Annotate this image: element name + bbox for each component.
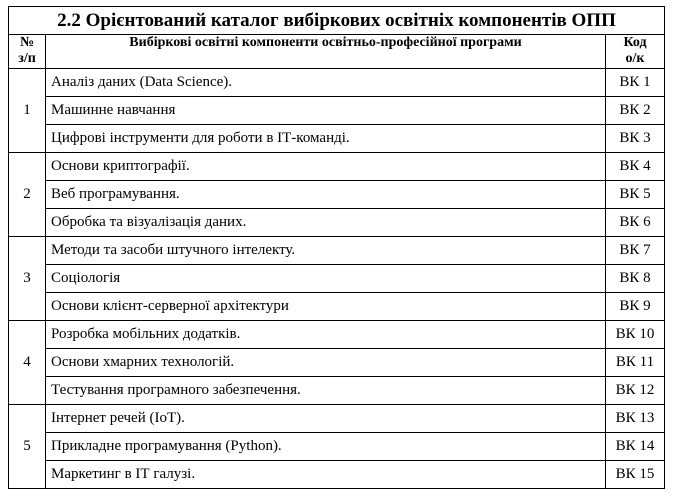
component-code: ВК 13 — [606, 405, 665, 433]
table-row — [9, 321, 665, 349]
component-name: Інтернет речей (IoT). — [46, 405, 606, 433]
table-row — [9, 461, 665, 489]
component-name: Розробка мобільних додатків. — [46, 321, 606, 349]
header-row — [9, 35, 665, 69]
header-number — [9, 35, 46, 69]
catalog-table — [8, 6, 665, 489]
component-name: Прикладне програмування (Python). — [46, 433, 606, 461]
component-code: ВК 1 — [606, 69, 665, 97]
component-code: ВК 7 — [606, 237, 665, 265]
component-code: ВК 14 — [606, 433, 665, 461]
component-code: ВК 11 — [606, 349, 665, 377]
component-code: ВК 12 — [606, 377, 665, 405]
table-row — [9, 97, 665, 125]
row-number: 3 — [9, 237, 46, 321]
component-code: ВК 2 — [606, 97, 665, 125]
component-name: Машинне навчання — [46, 97, 606, 125]
component-code: ВК 9 — [606, 293, 665, 321]
row-number: 2 — [9, 153, 46, 237]
component-code: ВК 15 — [606, 461, 665, 489]
table-row — [9, 405, 665, 433]
table-row — [9, 209, 665, 237]
row-number: 1 — [9, 69, 46, 153]
header-number-line1: № — [19, 35, 35, 50]
component-code: ВК 6 — [606, 209, 665, 237]
table-row — [9, 237, 665, 265]
table-row — [9, 377, 665, 405]
table-body — [9, 69, 665, 489]
component-name: Соціологія — [46, 265, 606, 293]
table-row — [9, 265, 665, 293]
table-title: 2.2 Орієнтований каталог вибіркових освітніх компонентів ОПП — [9, 7, 665, 35]
component-code: ВК 5 — [606, 181, 665, 209]
component-code: ВК 4 — [606, 153, 665, 181]
component-name: Обробка та візуалізація даних. — [46, 209, 606, 237]
header-name: Вибіркові освітні компоненти освітньо-професійної програми — [46, 35, 606, 69]
component-code: ВК 10 — [606, 321, 665, 349]
component-name: Веб програмування. — [46, 181, 606, 209]
header-number-line2: з/п — [18, 51, 36, 66]
table-row — [9, 433, 665, 461]
component-code: ВК 8 — [606, 265, 665, 293]
component-name: Маркетинг в ІТ галузі. — [46, 461, 606, 489]
component-name: Основи хмарних технологій. — [46, 349, 606, 377]
row-number: 4 — [9, 321, 46, 405]
component-name: Методи та засоби штучного інтелекту. — [46, 237, 606, 265]
table-row — [9, 181, 665, 209]
component-name: Цифрові інструменти для роботи в ІТ-команді. — [46, 125, 606, 153]
table-row — [9, 293, 665, 321]
table-row — [9, 153, 665, 181]
table-row — [9, 69, 665, 97]
component-name: Тестування програмного забезпечення. — [46, 377, 606, 405]
component-name: Основи криптографії. — [46, 153, 606, 181]
component-name: Основи клієнт-серверної архітектури — [46, 293, 606, 321]
header-code-line2: о/к — [625, 51, 645, 66]
component-name: Аналіз даних (Data Science). — [46, 69, 606, 97]
component-code: ВК 3 — [606, 125, 665, 153]
header-code-line1: Код — [623, 35, 647, 50]
table-row — [9, 349, 665, 377]
table-row — [9, 125, 665, 153]
header-code — [606, 35, 665, 69]
row-number: 5 — [9, 405, 46, 489]
